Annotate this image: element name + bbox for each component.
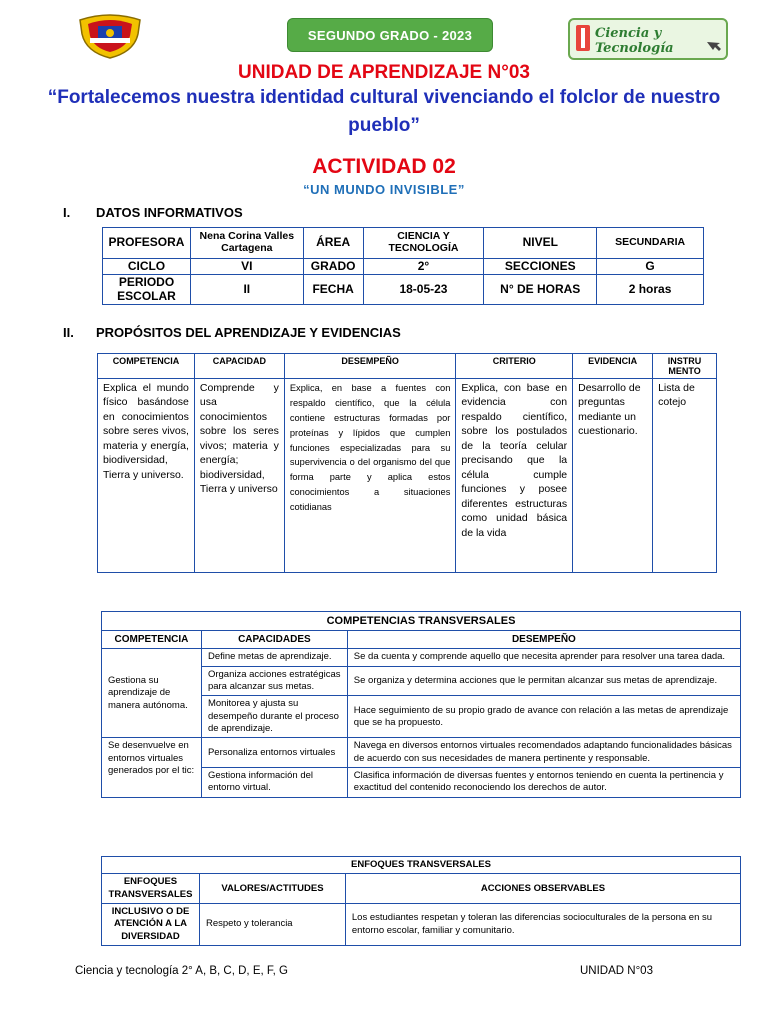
table-row: [103, 259, 704, 275]
section1-number: I.: [63, 205, 71, 220]
table-header-row: [102, 874, 741, 904]
table-cell: 2 horas: [597, 275, 704, 305]
table-cell: N° DE HORAS: [484, 275, 597, 305]
column-header: DESEMPEÑO: [284, 354, 456, 379]
footer-right: UNIDAD N°03: [580, 965, 653, 977]
table-cell: Hace seguimiento de su propio grado de avance con relación a las metas de aprendizaje que se ha propuesto.: [347, 696, 740, 738]
table-row: [103, 228, 704, 259]
table-title: COMPETENCIAS TRANSVERSALES: [102, 612, 741, 631]
column-header: COMPETENCIA: [102, 631, 202, 649]
svg-text:Tecnología: Tecnología: [595, 41, 674, 56]
enfoques-transversales-table: [101, 856, 741, 946]
table-cell: Navega en diversos entornos virtuales recomendados adaptando funcionalidades básicas de acuerdo con sus necesidades de manera pertinente y responsable.: [347, 738, 740, 768]
column-header: ACCIONES OBSERVABLES: [345, 874, 740, 904]
motto-line-1: “Fortalecemos nuestra identidad cultural vivenciando el folclor de nuestro: [47, 87, 721, 108]
table-cell: II: [190, 275, 303, 305]
table-cell: INCLUSIVO O DE ATENCIÓN A LA DIVERSIDAD: [102, 904, 200, 946]
table-title: ENFOQUES TRANSVERSALES: [102, 857, 741, 874]
table-row: [103, 275, 704, 305]
column-header: COMPETENCIA: [98, 354, 195, 379]
column-header: CAPACIDADES: [201, 631, 347, 649]
table-cell: Clasifica información de diversas fuentes y entornos teniendo en cuenta la pertinencia y exactitud del contenido reconociendo los derechos de autor.: [347, 768, 740, 798]
table-cell: Los estudiantes respetan y toleran las diferencias socioculturales de la persona en su entorno escolar, familiar y comunitario.: [345, 904, 740, 946]
table-cell: Lista de cotejo: [653, 379, 717, 573]
table-cell: Se organiza y determina acciones que le permitan alcanzar sus metas de aprendizaje.: [347, 666, 740, 696]
column-header: DESEMPEÑO: [347, 631, 740, 649]
table-cell: 2°: [363, 259, 484, 275]
table-cell: Nena Corina Valles Cartagena: [190, 228, 303, 259]
ciencia-tecnologia-logo: [568, 18, 728, 60]
activity-subtitle: “UN MUNDO INVISIBLE”: [303, 182, 465, 197]
table-cell: Desarrollo de preguntas mediante un cuestionario.: [573, 379, 653, 573]
table-cell: 18-05-23: [363, 275, 484, 305]
table-cell: ÁREA: [303, 228, 363, 259]
table-row: [102, 904, 741, 946]
motto-line-2: pueblo”: [348, 115, 420, 136]
svg-text:Ciencia y: Ciencia y: [595, 26, 662, 41]
table-cell: Explica, con base en evidencia con respaldo científico, sobre los postulados de la teoría celular precisando que la célula cumple funciones y posee diferentes estructuras como unidad básica de la vida: [456, 379, 573, 573]
table-cell: PROFESORA: [103, 228, 191, 259]
activity-title: ACTIVIDAD 02: [312, 155, 456, 178]
table-cell: G: [597, 259, 704, 275]
competencias-transversales-table: [101, 611, 741, 798]
section1-title: DATOS INFORMATIVOS: [96, 205, 243, 220]
table-cell: FECHA: [303, 275, 363, 305]
column-header: ENFOQUES TRANSVERSALES: [102, 874, 200, 904]
grade-badge: SEGUNDO GRADO - 2023: [287, 18, 493, 52]
table-cell: Personaliza entornos virtuales: [201, 738, 347, 768]
unit-title: UNIDAD DE APRENDIZAJE N°03: [238, 62, 530, 83]
table-cell: GRADO: [303, 259, 363, 275]
table-cell: PERIODO ESCOLAR: [103, 275, 191, 305]
column-header: INSTRU MENTO: [653, 354, 717, 379]
column-header: CRITERIO: [456, 354, 573, 379]
section2-number: II.: [63, 325, 74, 340]
table-row: [102, 649, 741, 666]
table-cell: Organiza acciones estratégicas para alcanzar sus metas.: [201, 666, 347, 696]
table-header-row: [102, 631, 741, 649]
table-cell: Monitorea y ajusta su desempeño durante el proceso de aprendizaje.: [201, 696, 347, 738]
table-cell: VI: [190, 259, 303, 275]
section2-title: PROPÓSITOS DEL APRENDIZAJE Y EVIDENCIAS: [96, 325, 401, 340]
table-row: [102, 738, 741, 768]
table-cell: CICLO: [103, 259, 191, 275]
table-cell: NIVEL: [484, 228, 597, 259]
table-title-row: [102, 612, 741, 631]
table-title-row: [102, 857, 741, 874]
school-crest-icon: [76, 12, 144, 60]
table-cell: CIENCIA Y TECNOLOGÍA: [363, 228, 484, 259]
table-cell: Explica el mundo físico basándose en conocimientos sobre seres vivos, materia y energía, biodiversidad, Tierra y universo.: [98, 379, 195, 573]
column-header: VALORES/ACTITUDES: [199, 874, 345, 904]
table-cell: Gestiona su aprendizaje de manera autónoma.: [102, 649, 202, 738]
table-cell: Se da cuenta y comprende aquello que necesita aprender para resolver una tarea dada.: [347, 649, 740, 666]
table-cell: SECCIONES: [484, 259, 597, 275]
datos-informativos-table: [102, 227, 704, 305]
table-cell: Explica, en base a fuentes con respaldo científico, que la célula contiene estructuras formadas por proteínas y lípidos que cumplen funciones especializadas para su supervivencia o del organismo del que forma parte y aplica estos conocimientos a situaciones cotidianas: [284, 379, 456, 573]
table-row: [98, 379, 717, 573]
table-cell: Se desenvuelve en entornos virtuales generados por el tic:: [102, 738, 202, 797]
table-header-row: [98, 354, 717, 379]
table-cell: Comprende y usa conocimientos sobre los seres vivos; materia y energía; biodiversidad, Tierra y universo: [194, 379, 284, 573]
propositos-table: [97, 353, 717, 573]
table-cell: SECUNDARIA: [597, 228, 704, 259]
column-header: EVIDENCIA: [573, 354, 653, 379]
table-cell: Respeto y tolerancia: [199, 904, 345, 946]
table-cell: Define metas de aprendizaje.: [201, 649, 347, 666]
footer-left: Ciencia y tecnología 2° A, B, C, D, E, F, G: [75, 965, 288, 977]
table-cell: Gestiona información del entorno virtual.: [201, 768, 347, 798]
column-header: CAPACIDAD: [194, 354, 284, 379]
